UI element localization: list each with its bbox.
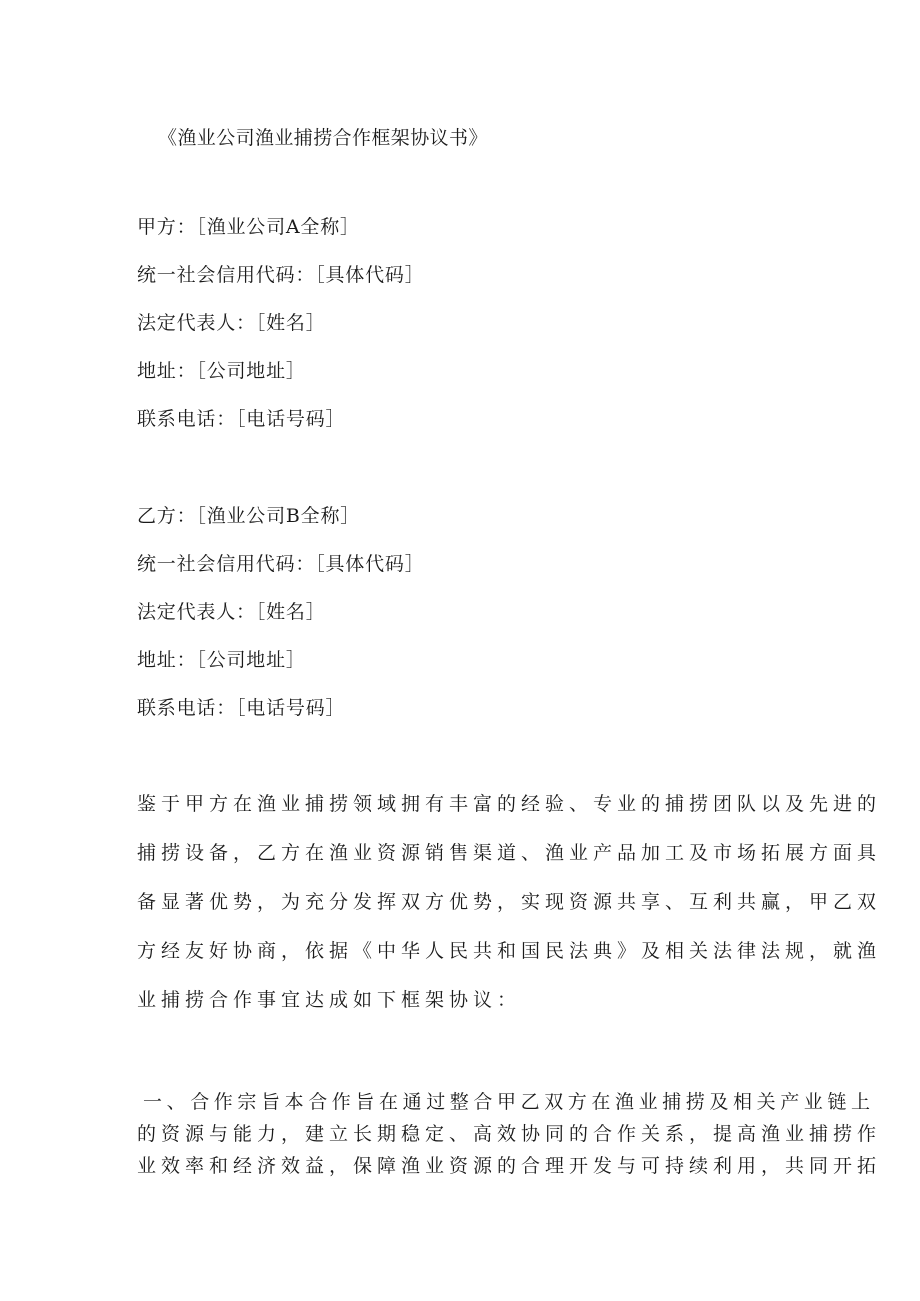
- recital-line: 业捕捞合作事宜达成如下框架协议：: [137, 989, 522, 1011]
- party-b-legal-rep: 法定代表人：［姓名］: [137, 601, 326, 623]
- document-title: 《渔业公司渔业捕捞合作框架协议书》: [158, 127, 488, 149]
- party-a-phone: 联系电话：［电话号码］: [137, 408, 346, 430]
- party-b-phone: 联系电话：［电话号码］: [137, 697, 346, 719]
- party-a-name: 甲方：［渔业公司A全称］: [137, 216, 360, 238]
- recital-paragraph: [137, 790, 882, 1035]
- clause-line: 一、合作宗旨本合作旨在通过整合甲乙双方在渔业捕捞及相关产业链上: [143, 1091, 875, 1113]
- recital-line: 备显著优势，为充分发挥双方优势，实现资源共享、互利共赢，甲乙双: [137, 891, 882, 913]
- party-a-legal-rep: 法定代表人：［姓名］: [137, 312, 326, 334]
- party-a-address: 地址：［公司地址］: [137, 360, 306, 382]
- recital-line: 捕捞设备，乙方在渔业资源销售渠道、渔业产品加工及市场拓展方面具: [137, 842, 882, 864]
- recital-line: 鉴于甲方在渔业捕捞领域拥有丰富的经验、专业的捕捞团队以及先进的: [137, 793, 882, 815]
- party-a-credit-code: 统一社会信用代码：［具体代码］: [137, 264, 425, 286]
- party-b-name: 乙方：［渔业公司B全称］: [137, 505, 361, 527]
- clause-line: 的资源与能力，建立长期稳定、高效协同的合作关系，提高渔业捕捞作: [137, 1123, 882, 1145]
- clause-1-paragraph: [137, 1088, 882, 1184]
- clause-line: 业效率和经济效益，保障渔业资源的合理开发与可持续利用，共同开拓: [137, 1155, 882, 1177]
- party-b-credit-code: 统一社会信用代码：［具体代码］: [137, 553, 425, 575]
- recital-line: 方经友好协商，依据《中华人民共和国民法典》及相关法律法规，就渔: [137, 940, 882, 962]
- party-b-address: 地址：［公司地址］: [137, 649, 306, 671]
